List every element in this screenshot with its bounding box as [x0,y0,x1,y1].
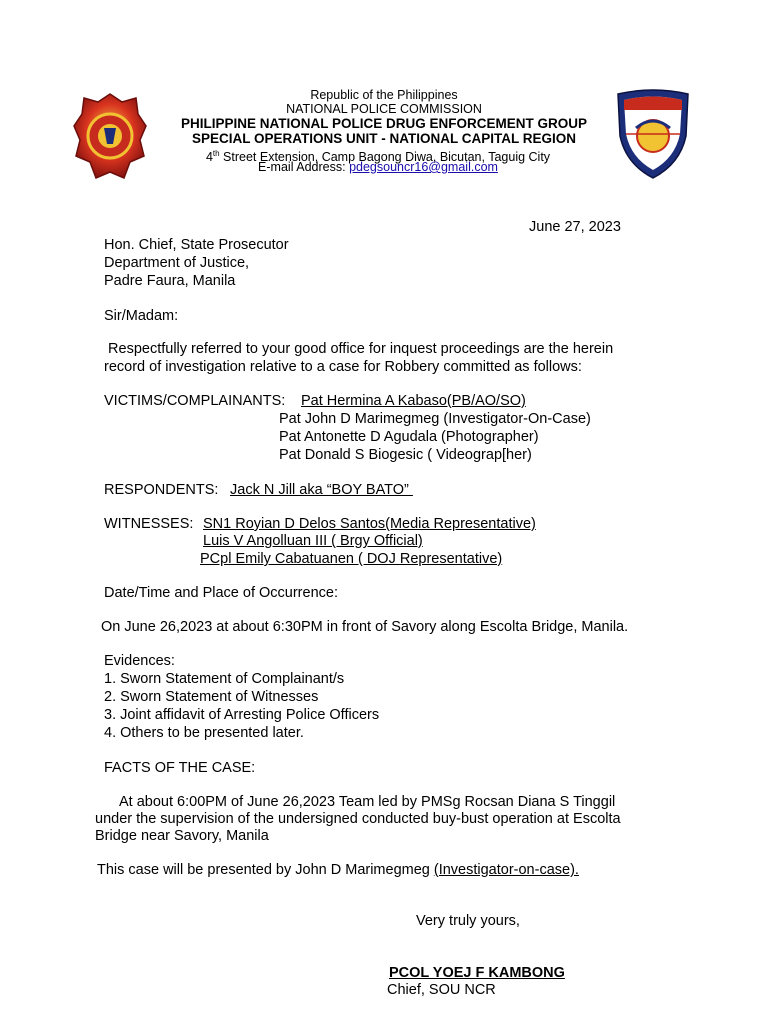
victims-label: VICTIMS/COMPLAINANTS: [104,393,290,409]
dtp-label: Date/Time and Place of Occurrence: [104,585,338,601]
email-link[interactable]: pdegsouncr16@gmail.com [349,160,498,174]
header-pdeg: PHILIPPINE NATIONAL POLICE DRUG ENFORCEMENT GROUP [180,116,588,131]
evidence-item: 4. Others to be presented later. [104,725,304,741]
header-address: 4th Street Extension, Camp Bagong Diwa, Bicutan, Taguig City [205,149,551,165]
facts-line-1: At about 6:00PM of June 26,2023 Team led by PMSg Rocsan Diana S Tinggil [119,794,616,810]
salutation: Sir/Madam: [104,308,179,324]
evidence-item: 1. Sworn Statement of Complainant/s [104,671,345,687]
victim-item: Pat Hermina A Kabaso(PB/AO/SO) [301,393,526,409]
victim-item: Pat Antonette D Agudala (Photographer) [279,429,539,445]
signatory-title: Chief, SOU NCR [387,982,496,998]
header-email: E-mail Address: pdegsouncr16@gmail.com [258,160,498,174]
evidences-label: Evidences: [104,653,175,669]
witness-item: SN1 Royian D Delos Santos(Media Representative) [203,516,536,532]
header-republic: Republic of the Philippines [310,88,458,102]
victim-item: Pat Donald S Biogesic ( Videograp[her) [279,447,532,463]
header-napolcom: NATIONAL POLICE COMMISSION [286,102,482,116]
facts-label: FACTS OF THE CASE: [104,760,256,776]
respondents-value: Jack N Jill aka “BOY BATO” [230,482,413,498]
presented-role: (Investigator-on-case). [433,862,579,878]
presented-by: This case will be presented by John D Marimegmeg (Investigator-on-case). [97,862,579,878]
letter-date: June 27, 2023 [529,219,621,235]
intro-line-1: Respectfully referred to your good office for inquest proceedings are the herein [104,341,614,357]
signatory-name: PCOL YOEJ F KAMBONG [389,965,565,981]
witness-item: Luis V Angolluan III ( Brgy Official) [203,533,423,549]
dtp-value: On June 26,2023 at about 6:30PM in front of Savory along Escolta Bridge, Manila. [101,619,629,635]
evidence-item: 3. Joint affidavit of Arresting Police Officers [104,707,380,723]
addressee-line: Hon. Chief, State Prosecutor [104,237,289,253]
facts-line-2: under the supervision of the undersigned conducted buy-bust operation at Escolta [95,811,621,827]
victim-item: Pat John D Marimegmeg (Investigator-On-Case) [279,411,591,427]
witnesses-label: WITNESSES: [104,516,198,532]
header-sou-ncr: SPECIAL OPERATIONS UNIT - NATIONAL CAPITAL REGION [191,131,577,146]
intro-line-2: record of investigation relative to a case for Robbery committed as follows: [104,359,582,375]
addressee-line: Department of Justice, [104,255,250,271]
respondents-label: RESPONDENTS: [104,482,223,498]
addressee-line: Padre Faura, Manila [104,273,236,289]
closing: Very truly yours, [416,913,520,929]
facts-line-3: Bridge near Savory, Manila [95,828,269,844]
witness-item: PCpl Emily Cabatuanen ( DOJ Representative) [200,551,503,567]
evidence-item: 2. Sworn Statement of Witnesses [104,689,319,705]
